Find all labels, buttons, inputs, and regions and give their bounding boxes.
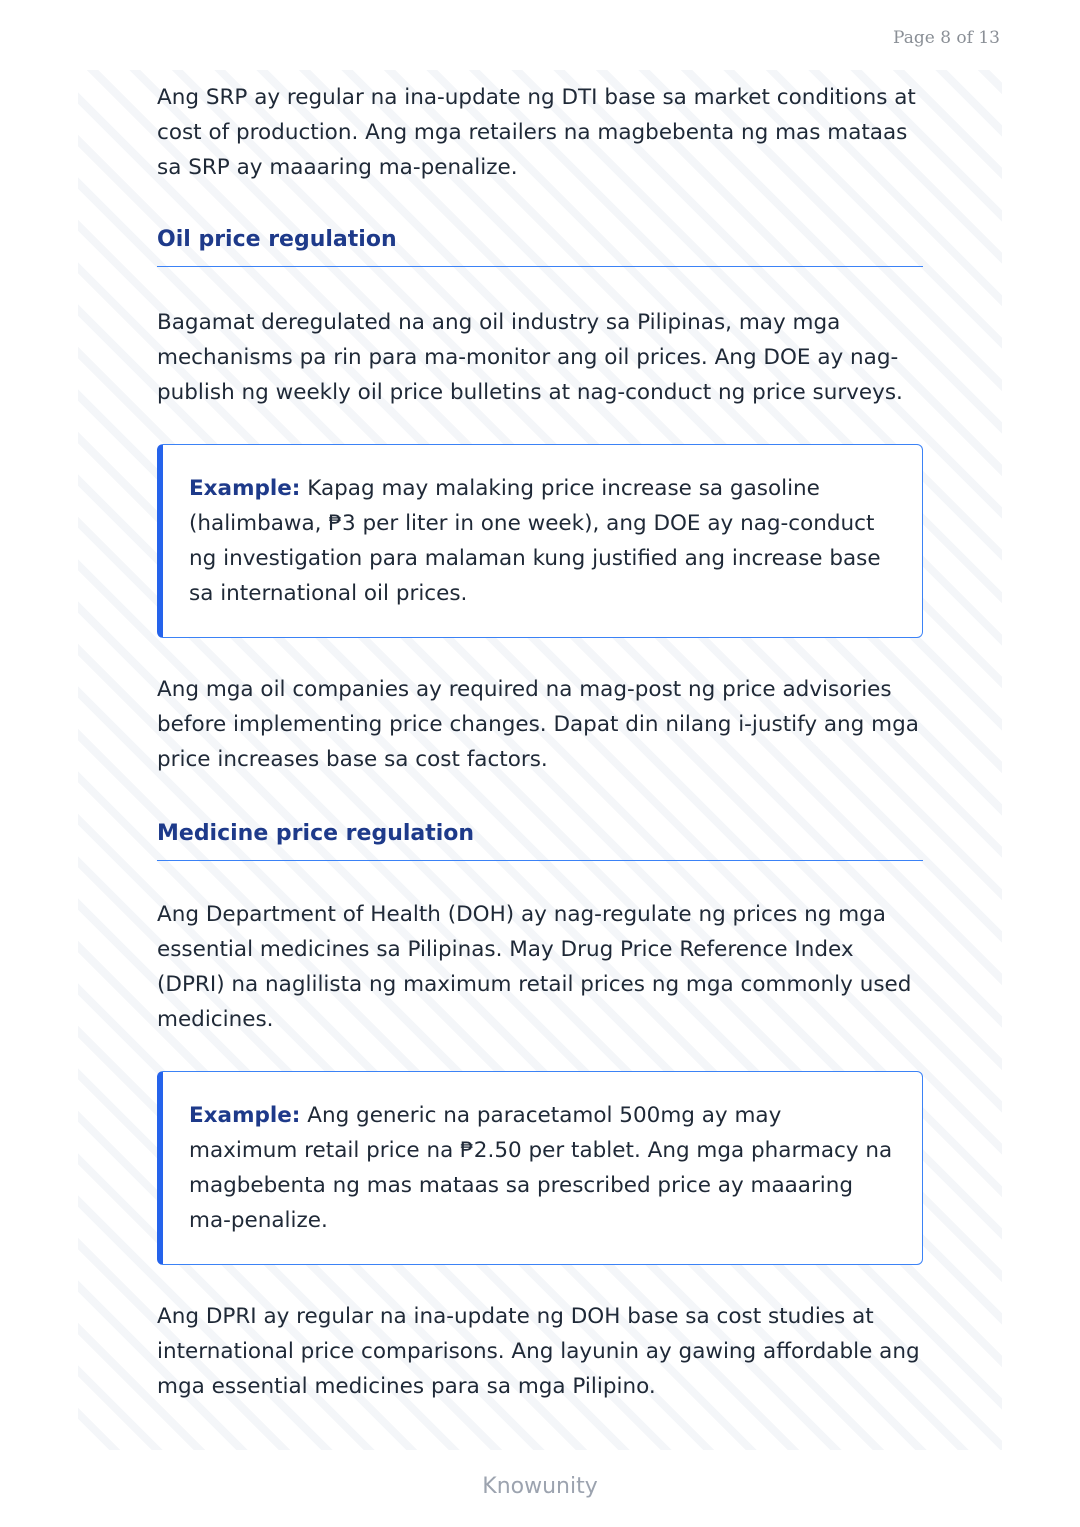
footer-brand: Knowunity — [482, 1474, 598, 1499]
intro-paragraph: Ang SRP ay regular na ina-update ng DTI base sa market conditions at cost of production. Ang mga retailers na magbebenta ng mas mataas sa SRP ay maaaring ma-penalize. — [157, 85, 916, 180]
oil-paragraph-1: Bagamat deregulated na ang oil industry sa Pilipinas, may mga mechanisms pa rin para ma-monitor ang oil prices. Ang DOE ay nag-publish ng weekly oil price bulletins at nag-conduct ng price surveys. — [157, 310, 903, 405]
oil-example-callout — [157, 444, 923, 638]
document-body — [157, 80, 923, 1404]
medicine-example-callout — [157, 1071, 923, 1265]
medicine-paragraph-2: Ang DPRI ay regular na ina-update ng DOH base sa cost studies at international price comparisons. Ang layunin ay gawing affordable ang mga essential medicines para sa mga Pilipino. — [157, 1304, 920, 1399]
section-heading-oil: Oil price regulation — [157, 227, 923, 267]
oil-example-text: Example: Kapag may malaking price increase sa gasoline (halimbawa, ₱3 per liter in one week), ang DOE ay nag-conduct ng investigation para malaman kung justified ang increase base sa international oil prices. — [189, 476, 881, 606]
section-heading-medicine: Medicine price regulation — [157, 821, 923, 861]
oil-paragraph-2: Ang mga oil companies ay required na mag-post ng price advisories before implementing price changes. Dapat din nilang i-justify ang mga price increases base sa cost factors. — [157, 677, 919, 772]
medicine-paragraph-1: Ang Department of Health (DOH) ay nag-regulate ng prices ng mga essential medicines sa Pilipinas. May Drug Price Reference Index (DPRI) na naglilista ng maximum retail prices ng mga commonly used medicines. — [157, 902, 912, 1032]
example-label: Example: — [189, 476, 301, 501]
example-label: Example: — [189, 1103, 301, 1128]
page-number: Page 8 of 13 — [893, 28, 1000, 48]
medicine-example-text: Example: Ang generic na paracetamol 500mg ay may maximum retail price na ₱2.50 per tablet. Ang mga pharmacy na magbebenta ng mas mataas sa prescribed price ay maaaring ma-penalize. — [189, 1103, 893, 1233]
